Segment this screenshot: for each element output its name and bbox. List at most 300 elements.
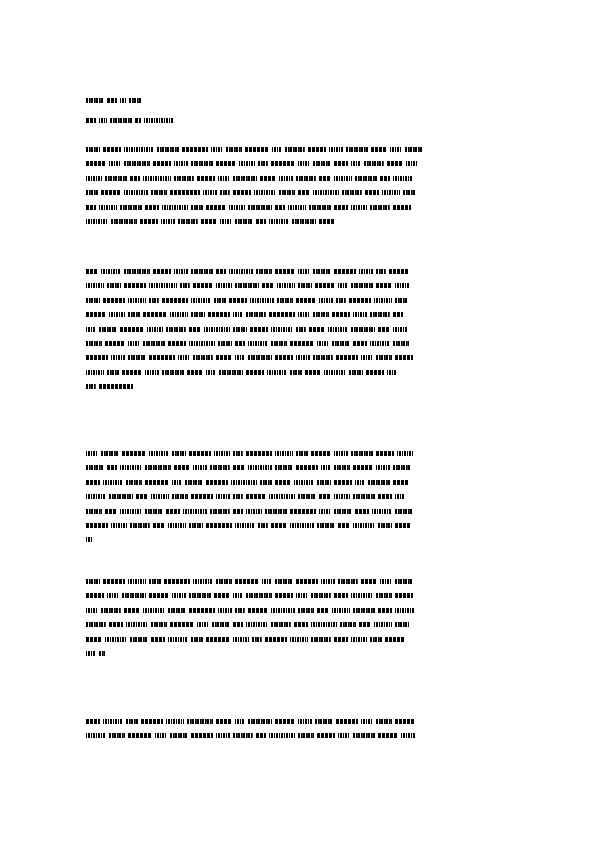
illegible-word <box>191 205 203 210</box>
illegible-word <box>170 312 188 317</box>
illegible-word <box>229 205 245 210</box>
illegible-word <box>260 480 272 485</box>
illegible-word <box>305 370 321 375</box>
illegible-word <box>86 480 100 485</box>
illegible-word <box>130 523 150 528</box>
illegible-word <box>395 298 407 303</box>
illegible-word <box>336 298 346 303</box>
illegible-word <box>250 298 274 303</box>
illegible-word <box>128 298 146 303</box>
text-line <box>86 650 509 658</box>
illegible-word <box>235 579 259 584</box>
illegible-word <box>254 190 276 195</box>
illegible-word <box>267 370 287 375</box>
illegible-word <box>128 341 140 346</box>
illegible-word <box>86 147 100 152</box>
illegible-word <box>298 269 310 274</box>
illegible-word <box>376 355 392 360</box>
text-line <box>86 146 509 154</box>
text-line <box>86 621 509 629</box>
illegible-word <box>86 283 104 288</box>
illegible-word <box>296 176 316 181</box>
illegible-word <box>290 523 314 528</box>
illegible-word <box>86 509 102 514</box>
illegible-word <box>103 719 123 724</box>
illegible-word <box>214 593 230 598</box>
illegible-word <box>319 509 331 514</box>
illegible-word <box>233 451 243 456</box>
illegible-word <box>332 312 350 317</box>
illegible-word <box>153 161 171 166</box>
illegible-word <box>212 622 230 627</box>
illegible-word <box>258 523 268 528</box>
illegible-word <box>298 733 314 738</box>
illegible-word <box>317 733 335 738</box>
illegible-word <box>382 190 400 195</box>
illegible-word <box>103 480 123 485</box>
illegible-word <box>178 219 198 224</box>
illegible-word <box>275 451 293 456</box>
illegible-word <box>353 608 375 613</box>
illegible-word <box>395 523 411 528</box>
illegible-word <box>235 355 245 360</box>
illegible-word <box>334 480 352 485</box>
illegible-word <box>86 298 100 303</box>
illegible-word <box>86 465 104 470</box>
illegible-word <box>351 283 373 288</box>
illegible-word <box>174 269 188 274</box>
illegible-word <box>393 480 409 485</box>
illegible-word <box>353 523 375 528</box>
illegible-word <box>349 298 371 303</box>
illegible-word <box>140 219 158 224</box>
illegible-word <box>99 118 107 123</box>
header-line-2 <box>86 117 177 125</box>
illegible-word <box>393 205 411 210</box>
text-line <box>86 479 509 487</box>
illegible-word <box>109 494 133 499</box>
illegible-word <box>351 161 361 166</box>
illegible-word <box>208 312 230 317</box>
illegible-word <box>374 298 392 303</box>
illegible-word <box>317 523 335 528</box>
illegible-word <box>334 494 350 499</box>
illegible-word <box>172 593 186 598</box>
illegible-word <box>109 312 125 317</box>
illegible-word <box>166 327 186 332</box>
illegible-word <box>290 509 316 514</box>
illegible-word <box>378 523 392 528</box>
illegible-word <box>226 147 242 152</box>
illegible-word <box>338 283 348 288</box>
text-line <box>86 732 509 740</box>
illegible-word <box>395 579 413 584</box>
illegible-word <box>218 176 230 181</box>
illegible-word <box>393 176 413 181</box>
illegible-word <box>294 622 308 627</box>
illegible-word <box>246 494 266 499</box>
illegible-word <box>353 465 373 470</box>
text-line <box>86 204 509 212</box>
illegible-word <box>353 341 367 346</box>
illegible-word <box>166 719 184 724</box>
illegible-word <box>86 219 108 224</box>
illegible-word <box>111 219 137 224</box>
illegible-word <box>153 523 165 528</box>
illegible-word <box>292 219 316 224</box>
illegible-word <box>260 176 276 181</box>
illegible-word <box>342 190 362 195</box>
illegible-word <box>193 283 213 288</box>
illegible-word <box>124 608 140 613</box>
header-line-1 <box>86 97 177 105</box>
illegible-word <box>365 190 379 195</box>
illegible-word <box>296 451 308 456</box>
illegible-word <box>183 509 207 514</box>
illegible-word <box>290 341 314 346</box>
illegible-word <box>351 205 367 210</box>
illegible-word <box>86 579 100 584</box>
illegible-word <box>233 494 243 499</box>
illegible-word <box>246 370 264 375</box>
illegible-word <box>143 176 171 181</box>
illegible-word <box>395 622 409 627</box>
illegible-word <box>206 523 232 528</box>
illegible-word <box>256 733 266 738</box>
illegible-word <box>101 190 121 195</box>
illegible-word <box>107 593 119 598</box>
illegible-word <box>122 593 146 598</box>
illegible-word <box>99 651 105 656</box>
illegible-word <box>393 341 409 346</box>
illegible-word <box>370 341 390 346</box>
illegible-word <box>170 190 200 195</box>
illegible-word <box>336 719 358 724</box>
illegible-word <box>296 593 308 598</box>
illegible-word <box>229 269 253 274</box>
illegible-word <box>185 480 203 485</box>
illegible-word <box>315 283 335 288</box>
illegible-word <box>355 509 369 514</box>
illegible-word <box>332 341 350 346</box>
illegible-word <box>136 494 148 499</box>
illegible-word <box>376 269 386 274</box>
illegible-word <box>86 355 108 360</box>
text-line <box>86 326 509 334</box>
illegible-word <box>246 451 272 456</box>
illegible-word <box>233 593 243 598</box>
illegible-word <box>235 719 245 724</box>
illegible-word <box>143 608 165 613</box>
text-line <box>86 189 509 197</box>
illegible-word <box>279 176 293 181</box>
text-line <box>86 160 509 168</box>
illegible-word <box>122 451 146 456</box>
illegible-word <box>107 98 117 103</box>
illegible-word <box>144 118 174 123</box>
illegible-word <box>279 190 295 195</box>
illegible-word <box>275 579 293 584</box>
illegible-word <box>262 579 272 584</box>
illegible-word <box>248 608 268 613</box>
illegible-word <box>130 637 148 642</box>
illegible-word <box>395 283 409 288</box>
text-line <box>86 268 509 276</box>
illegible-word <box>149 593 169 598</box>
illegible-word <box>99 205 117 210</box>
illegible-word <box>168 637 188 642</box>
illegible-word <box>245 147 269 152</box>
illegible-word <box>378 494 392 499</box>
illegible-word <box>269 733 295 738</box>
illegible-word <box>189 593 211 598</box>
illegible-word <box>105 176 127 181</box>
illegible-word <box>311 451 331 456</box>
illegible-word <box>128 579 146 584</box>
illegible-word <box>149 283 177 288</box>
illegible-word <box>191 269 213 274</box>
illegible-word <box>361 355 373 360</box>
illegible-word <box>233 733 253 738</box>
illegible-word <box>111 355 125 360</box>
illegible-word <box>218 341 232 346</box>
illegible-word <box>145 370 159 375</box>
text-line <box>86 493 509 501</box>
text-line <box>86 340 509 348</box>
illegible-word <box>101 269 121 274</box>
illegible-word <box>193 465 207 470</box>
illegible-word <box>170 622 194 627</box>
illegible-word <box>246 622 268 627</box>
illegible-word <box>239 161 255 166</box>
illegible-word <box>124 269 150 274</box>
illegible-word <box>328 327 348 332</box>
illegible-word <box>387 370 397 375</box>
illegible-word <box>351 593 373 598</box>
text-line <box>86 297 509 305</box>
illegible-word <box>353 494 375 499</box>
illegible-word <box>248 341 268 346</box>
illegible-word <box>129 98 141 103</box>
illegible-word <box>389 269 409 274</box>
illegible-word <box>296 355 310 360</box>
illegible-word <box>235 341 245 346</box>
text-line <box>86 592 509 600</box>
illegible-word <box>189 608 215 613</box>
illegible-word <box>235 219 253 224</box>
illegible-word <box>86 719 100 724</box>
illegible-word <box>233 637 249 642</box>
illegible-word <box>308 147 326 152</box>
illegible-word <box>271 622 291 627</box>
illegible-word <box>332 608 350 613</box>
illegible-word <box>235 283 259 288</box>
text-line <box>86 636 509 644</box>
illegible-word <box>128 312 140 317</box>
illegible-word <box>161 219 175 224</box>
illegible-word <box>182 147 208 152</box>
illegible-word <box>395 494 405 499</box>
illegible-word <box>86 651 96 656</box>
illegible-word <box>189 523 203 528</box>
text-line <box>86 578 509 586</box>
illegible-word <box>371 147 387 152</box>
illegible-word <box>151 494 169 499</box>
illegible-word <box>395 608 415 613</box>
illegible-word <box>172 451 186 456</box>
illegible-word <box>164 579 190 584</box>
illegible-word <box>128 733 152 738</box>
illegible-word <box>99 384 133 389</box>
illegible-word <box>103 298 125 303</box>
illegible-word <box>172 494 188 499</box>
illegible-word <box>271 341 287 346</box>
text-line <box>86 354 509 362</box>
illegible-word <box>338 579 358 584</box>
illegible-word <box>128 355 146 360</box>
illegible-word <box>275 269 295 274</box>
illegible-word <box>334 176 352 181</box>
illegible-word <box>206 205 226 210</box>
illegible-word <box>191 161 213 166</box>
illegible-word <box>233 622 243 627</box>
illegible-word <box>393 465 411 470</box>
text-line <box>86 218 509 226</box>
illegible-word <box>210 509 230 514</box>
illegible-word <box>290 637 308 642</box>
illegible-word <box>124 190 148 195</box>
paragraph-1 <box>86 146 509 232</box>
text-line <box>86 450 509 458</box>
illegible-word <box>319 219 335 224</box>
illegible-word <box>269 494 295 499</box>
illegible-word <box>155 733 167 738</box>
illegible-word <box>256 269 272 274</box>
illegible-word <box>216 283 232 288</box>
illegible-word <box>191 312 205 317</box>
illegible-word <box>403 190 415 195</box>
illegible-word <box>211 147 223 152</box>
illegible-word <box>334 637 348 642</box>
illegible-word <box>269 312 295 317</box>
illegible-word <box>86 118 96 123</box>
illegible-word <box>109 733 125 738</box>
illegible-word <box>378 608 392 613</box>
illegible-word <box>166 509 180 514</box>
illegible-word <box>149 298 159 303</box>
illegible-word <box>296 327 306 332</box>
illegible-word <box>210 465 230 470</box>
illegible-word <box>174 176 194 181</box>
illegible-word <box>248 355 272 360</box>
illegible-word <box>157 147 179 152</box>
illegible-word <box>248 205 272 210</box>
illegible-word <box>298 312 310 317</box>
illegible-word <box>120 509 142 514</box>
illegible-word <box>311 622 337 627</box>
illegible-word <box>334 269 356 274</box>
illegible-word <box>206 480 228 485</box>
illegible-word <box>334 451 348 456</box>
illegible-word <box>368 480 390 485</box>
illegible-word <box>180 283 190 288</box>
illegible-word <box>145 465 171 470</box>
illegible-word <box>216 733 230 738</box>
illegible-word <box>193 579 213 584</box>
illegible-word <box>168 341 186 346</box>
illegible-word <box>143 341 165 346</box>
illegible-word <box>235 608 245 613</box>
illegible-word <box>385 637 405 642</box>
illegible-word <box>105 637 127 642</box>
illegible-word <box>109 622 123 627</box>
illegible-word <box>86 593 104 598</box>
illegible-word <box>149 355 175 360</box>
illegible-word <box>275 719 295 724</box>
text-line <box>86 383 509 391</box>
illegible-word <box>321 465 331 470</box>
illegible-word <box>233 327 247 332</box>
illegible-word <box>334 161 348 166</box>
illegible-word <box>126 719 138 724</box>
illegible-word <box>401 733 415 738</box>
illegible-word <box>298 494 316 499</box>
illegible-word <box>214 298 226 303</box>
illegible-word <box>197 622 209 627</box>
illegible-word <box>191 298 211 303</box>
illegible-word <box>262 283 274 288</box>
illegible-word <box>86 384 96 389</box>
illegible-word <box>334 465 350 470</box>
illegible-word <box>290 370 302 375</box>
illegible-word <box>317 480 331 485</box>
illegible-word <box>285 147 305 152</box>
illegible-word <box>153 269 171 274</box>
illegible-word <box>319 298 333 303</box>
illegible-word <box>233 312 243 317</box>
illegible-word <box>329 147 343 152</box>
illegible-word <box>107 370 119 375</box>
illegible-word <box>269 219 289 224</box>
illegible-word <box>321 579 335 584</box>
document-header <box>86 97 177 137</box>
illegible-word <box>378 733 398 738</box>
illegible-word <box>145 205 159 210</box>
illegible-word <box>315 719 333 724</box>
illegible-word <box>120 205 142 210</box>
illegible-word <box>233 190 251 195</box>
illegible-word <box>275 205 285 210</box>
illegible-word <box>99 327 117 332</box>
illegible-word <box>120 465 142 470</box>
illegible-word <box>191 494 213 499</box>
illegible-word <box>151 637 165 642</box>
illegible-word <box>110 118 132 123</box>
illegible-word <box>86 370 104 375</box>
illegible-word <box>172 480 182 485</box>
illegible-word <box>151 622 167 627</box>
illegible-word <box>355 176 377 181</box>
illegible-word <box>124 161 150 166</box>
illegible-word <box>143 312 167 317</box>
paragraph-4 <box>86 578 509 664</box>
illegible-word <box>216 269 226 274</box>
illegible-word <box>376 283 392 288</box>
illegible-word <box>334 593 348 598</box>
illegible-word <box>191 637 203 642</box>
illegible-word <box>376 465 390 470</box>
illegible-word <box>86 622 106 627</box>
